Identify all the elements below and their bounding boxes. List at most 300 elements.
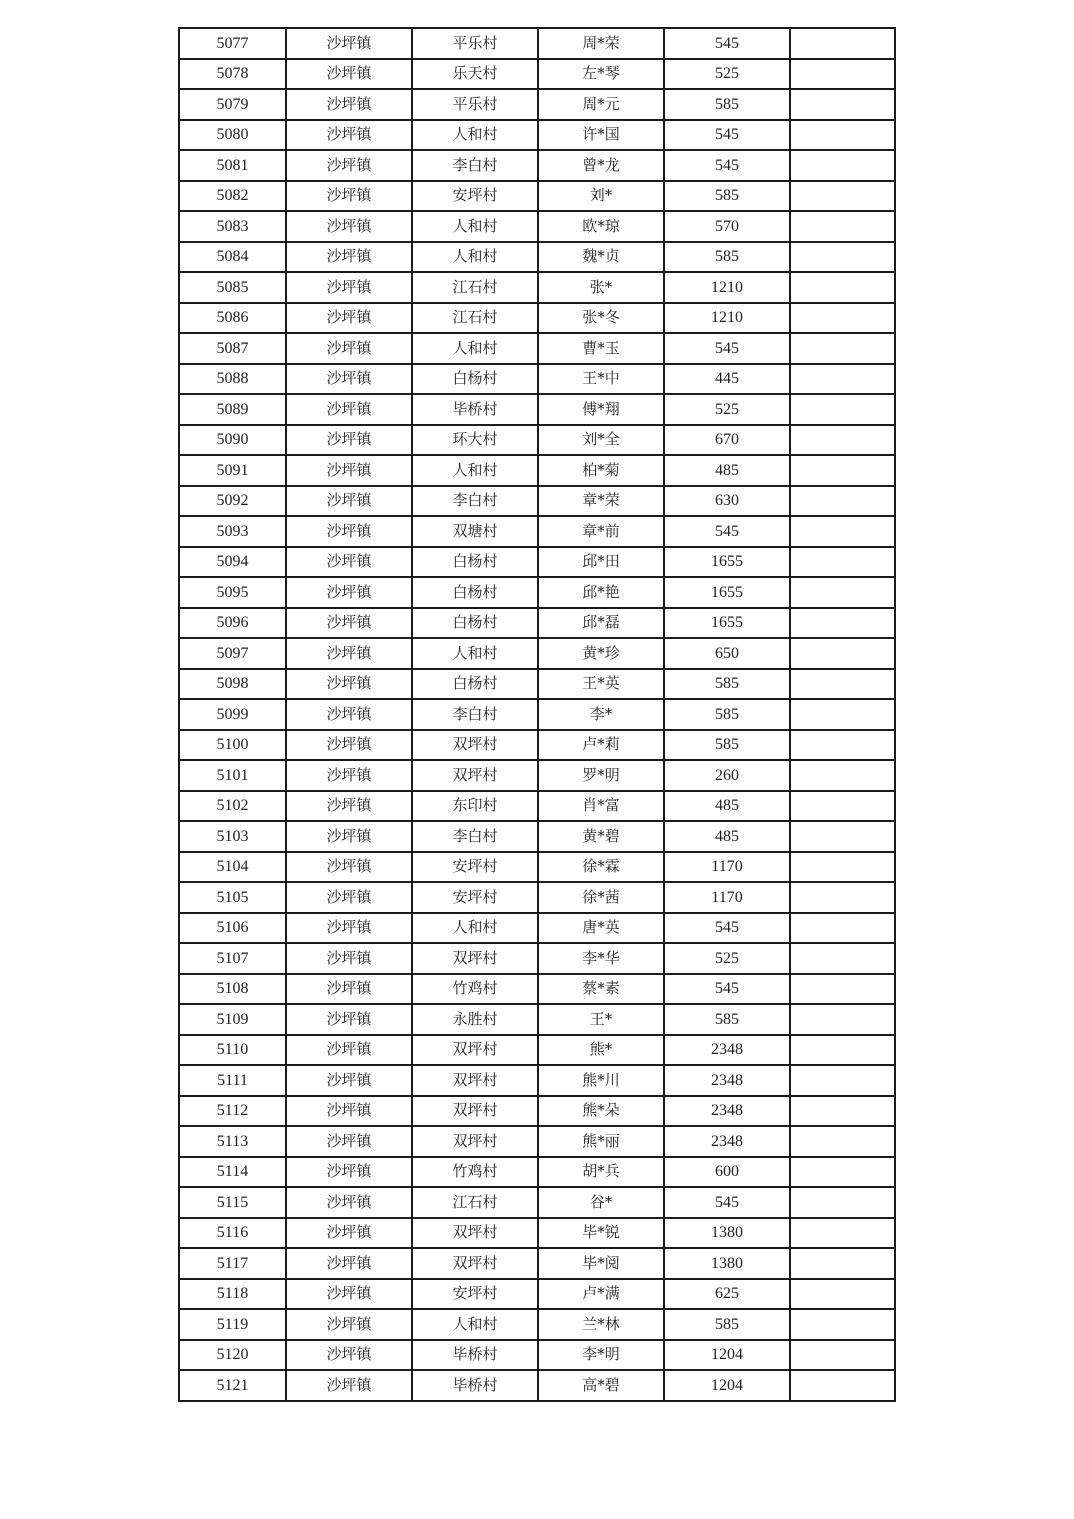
table-row (179, 730, 895, 761)
cell-person-name: 张*冬 (538, 303, 664, 334)
cell-village: 双坪村 (412, 1126, 538, 1157)
cell-village: 白杨村 (412, 577, 538, 608)
table-row (179, 913, 895, 944)
table-row (179, 364, 895, 395)
cell-town: 沙坪镇 (286, 181, 412, 212)
cell-amount: 2348 (664, 1126, 790, 1157)
cell-village: 人和村 (412, 120, 538, 151)
cell-village: 竹鸡村 (412, 974, 538, 1005)
table-row (179, 120, 895, 151)
cell-town: 沙坪镇 (286, 547, 412, 578)
table-row (179, 181, 895, 212)
cell-note (790, 272, 895, 303)
table-row (179, 1309, 895, 1340)
cell-serial-number: 5093 (179, 516, 286, 547)
cell-town: 沙坪镇 (286, 425, 412, 456)
cell-village: 白杨村 (412, 547, 538, 578)
cell-village: 李白村 (412, 821, 538, 852)
cell-village: 双坪村 (412, 1218, 538, 1249)
cell-note (790, 1035, 895, 1066)
cell-serial-number: 5112 (179, 1096, 286, 1127)
table-row (179, 59, 895, 90)
cell-serial-number: 5120 (179, 1340, 286, 1371)
cell-town: 沙坪镇 (286, 120, 412, 151)
cell-person-name: 黄*碧 (538, 821, 664, 852)
cell-village: 双坪村 (412, 1096, 538, 1127)
cell-person-name: 罗*明 (538, 760, 664, 791)
table-row (179, 211, 895, 242)
table-row (179, 821, 895, 852)
cell-person-name: 熊*丽 (538, 1126, 664, 1157)
table-row (179, 791, 895, 822)
cell-person-name: 刘*全 (538, 425, 664, 456)
cell-town: 沙坪镇 (286, 1370, 412, 1401)
cell-town: 沙坪镇 (286, 1340, 412, 1371)
cell-village: 双坪村 (412, 943, 538, 974)
cell-serial-number: 5121 (179, 1370, 286, 1401)
table-row (179, 638, 895, 669)
cell-note (790, 1126, 895, 1157)
cell-town: 沙坪镇 (286, 1248, 412, 1279)
cell-town: 沙坪镇 (286, 303, 412, 334)
cell-town: 沙坪镇 (286, 1126, 412, 1157)
table-row (179, 1187, 895, 1218)
cell-note (790, 120, 895, 151)
cell-person-name: 许*国 (538, 120, 664, 151)
cell-village: 安坪村 (412, 1279, 538, 1310)
table-row (179, 1248, 895, 1279)
cell-village: 双坪村 (412, 1248, 538, 1279)
cell-serial-number: 5110 (179, 1035, 286, 1066)
cell-person-name: 卢*莉 (538, 730, 664, 761)
cell-amount: 1655 (664, 608, 790, 639)
cell-town: 沙坪镇 (286, 486, 412, 517)
cell-serial-number: 5116 (179, 1218, 286, 1249)
cell-serial-number: 5084 (179, 242, 286, 273)
cell-person-name: 曾*龙 (538, 150, 664, 181)
cell-town: 沙坪镇 (286, 974, 412, 1005)
cell-person-name: 李*明 (538, 1340, 664, 1371)
table-row (179, 89, 895, 120)
cell-town: 沙坪镇 (286, 577, 412, 608)
cell-town: 沙坪镇 (286, 913, 412, 944)
cell-town: 沙坪镇 (286, 1004, 412, 1035)
cell-amount: 1170 (664, 882, 790, 913)
cell-amount: 545 (664, 913, 790, 944)
cell-person-name: 高*碧 (538, 1370, 664, 1401)
cell-note (790, 547, 895, 578)
cell-serial-number: 5088 (179, 364, 286, 395)
cell-serial-number: 5098 (179, 669, 286, 700)
cell-amount: 485 (664, 455, 790, 486)
cell-person-name: 兰*林 (538, 1309, 664, 1340)
cell-village: 双塘村 (412, 516, 538, 547)
cell-town: 沙坪镇 (286, 28, 412, 59)
cell-note (790, 913, 895, 944)
cell-amount: 1204 (664, 1340, 790, 1371)
cell-town: 沙坪镇 (286, 455, 412, 486)
cell-village: 平乐村 (412, 89, 538, 120)
cell-amount: 650 (664, 638, 790, 669)
cell-village: 人和村 (412, 913, 538, 944)
cell-note (790, 1157, 895, 1188)
cell-person-name: 黄*珍 (538, 638, 664, 669)
cell-town: 沙坪镇 (286, 1187, 412, 1218)
table-row (179, 242, 895, 273)
cell-amount: 630 (664, 486, 790, 517)
cell-serial-number: 5119 (179, 1309, 286, 1340)
cell-village: 安坪村 (412, 181, 538, 212)
cell-note (790, 59, 895, 90)
table-row (179, 272, 895, 303)
cell-person-name: 徐*茜 (538, 882, 664, 913)
cell-amount: 1204 (664, 1370, 790, 1401)
cell-amount: 485 (664, 791, 790, 822)
cell-village: 人和村 (412, 455, 538, 486)
cell-note (790, 242, 895, 273)
cell-village: 毕桥村 (412, 394, 538, 425)
table-row (179, 150, 895, 181)
cell-person-name: 卢*满 (538, 1279, 664, 1310)
cell-amount: 1655 (664, 547, 790, 578)
cell-serial-number: 5092 (179, 486, 286, 517)
cell-amount: 545 (664, 1187, 790, 1218)
cell-town: 沙坪镇 (286, 1096, 412, 1127)
cell-amount: 445 (664, 364, 790, 395)
cell-amount: 670 (664, 425, 790, 456)
table-row (179, 577, 895, 608)
cell-note (790, 669, 895, 700)
cell-person-name: 傅*翔 (538, 394, 664, 425)
cell-note (790, 486, 895, 517)
cell-village: 双坪村 (412, 1035, 538, 1066)
cell-serial-number: 5108 (179, 974, 286, 1005)
cell-note (790, 1340, 895, 1371)
cell-amount: 2348 (664, 1096, 790, 1127)
cell-amount: 525 (664, 943, 790, 974)
cell-town: 沙坪镇 (286, 150, 412, 181)
cell-town: 沙坪镇 (286, 699, 412, 730)
cell-village: 李白村 (412, 150, 538, 181)
cell-amount: 1380 (664, 1218, 790, 1249)
cell-town: 沙坪镇 (286, 791, 412, 822)
cell-village: 人和村 (412, 333, 538, 364)
cell-amount: 1380 (664, 1248, 790, 1279)
cell-amount: 600 (664, 1157, 790, 1188)
table-row (179, 394, 895, 425)
cell-amount: 585 (664, 699, 790, 730)
cell-person-name: 邱*艳 (538, 577, 664, 608)
table-row (179, 333, 895, 364)
cell-person-name: 李* (538, 699, 664, 730)
cell-town: 沙坪镇 (286, 242, 412, 273)
cell-person-name: 曹*玉 (538, 333, 664, 364)
cell-note (790, 1279, 895, 1310)
cell-town: 沙坪镇 (286, 516, 412, 547)
cell-note (790, 1004, 895, 1035)
cell-serial-number: 5103 (179, 821, 286, 852)
roster-table (178, 27, 896, 1402)
cell-amount: 1655 (664, 577, 790, 608)
table-row (179, 608, 895, 639)
cell-town: 沙坪镇 (286, 211, 412, 242)
cell-amount: 585 (664, 1004, 790, 1035)
table-row (179, 882, 895, 913)
cell-amount: 525 (664, 59, 790, 90)
cell-serial-number: 5111 (179, 1065, 286, 1096)
cell-amount: 545 (664, 516, 790, 547)
cell-serial-number: 5114 (179, 1157, 286, 1188)
cell-note (790, 943, 895, 974)
cell-person-name: 徐*霖 (538, 852, 664, 883)
cell-serial-number: 5109 (179, 1004, 286, 1035)
table-row (179, 1370, 895, 1401)
cell-person-name: 肖*富 (538, 791, 664, 822)
cell-town: 沙坪镇 (286, 1279, 412, 1310)
cell-amount: 545 (664, 333, 790, 364)
cell-note (790, 303, 895, 334)
cell-serial-number: 5082 (179, 181, 286, 212)
cell-village: 李白村 (412, 699, 538, 730)
cell-amount: 1170 (664, 852, 790, 883)
cell-village: 永胜村 (412, 1004, 538, 1035)
cell-serial-number: 5106 (179, 913, 286, 944)
cell-amount: 585 (664, 242, 790, 273)
cell-serial-number: 5083 (179, 211, 286, 242)
cell-note (790, 28, 895, 59)
cell-town: 沙坪镇 (286, 1035, 412, 1066)
cell-town: 沙坪镇 (286, 608, 412, 639)
cell-person-name: 章*荣 (538, 486, 664, 517)
table-row (179, 303, 895, 334)
cell-note (790, 852, 895, 883)
cell-town: 沙坪镇 (286, 638, 412, 669)
cell-village: 白杨村 (412, 364, 538, 395)
cell-person-name: 王*英 (538, 669, 664, 700)
cell-village: 人和村 (412, 1309, 538, 1340)
cell-town: 沙坪镇 (286, 821, 412, 852)
cell-amount: 485 (664, 821, 790, 852)
cell-note (790, 425, 895, 456)
cell-note (790, 1218, 895, 1249)
cell-village: 人和村 (412, 211, 538, 242)
cell-town: 沙坪镇 (286, 669, 412, 700)
cell-amount: 585 (664, 181, 790, 212)
cell-serial-number: 5089 (179, 394, 286, 425)
cell-note (790, 974, 895, 1005)
cell-amount: 2348 (664, 1065, 790, 1096)
table-row (179, 760, 895, 791)
cell-amount: 1210 (664, 272, 790, 303)
cell-village: 平乐村 (412, 28, 538, 59)
table-row (179, 1096, 895, 1127)
cell-village: 白杨村 (412, 608, 538, 639)
cell-serial-number: 5080 (179, 120, 286, 151)
cell-village: 李白村 (412, 486, 538, 517)
cell-person-name: 熊*朵 (538, 1096, 664, 1127)
table-row (179, 1218, 895, 1249)
cell-town: 沙坪镇 (286, 1157, 412, 1188)
cell-person-name: 周*荣 (538, 28, 664, 59)
cell-serial-number: 5118 (179, 1279, 286, 1310)
table-row (179, 1035, 895, 1066)
cell-village: 人和村 (412, 638, 538, 669)
cell-note (790, 364, 895, 395)
cell-town: 沙坪镇 (286, 272, 412, 303)
cell-town: 沙坪镇 (286, 1065, 412, 1096)
cell-note (790, 699, 895, 730)
cell-amount: 260 (664, 760, 790, 791)
cell-serial-number: 5100 (179, 730, 286, 761)
cell-town: 沙坪镇 (286, 333, 412, 364)
cell-village: 环大村 (412, 425, 538, 456)
cell-note (790, 1370, 895, 1401)
table-row (179, 1340, 895, 1371)
cell-person-name: 欧*琼 (538, 211, 664, 242)
cell-village: 毕桥村 (412, 1340, 538, 1371)
roster-table-body (179, 28, 895, 1401)
table-row (179, 852, 895, 883)
cell-note (790, 150, 895, 181)
cell-serial-number: 5101 (179, 760, 286, 791)
cell-serial-number: 5087 (179, 333, 286, 364)
cell-village: 人和村 (412, 242, 538, 273)
cell-note (790, 394, 895, 425)
cell-person-name: 左*琴 (538, 59, 664, 90)
table-row (179, 974, 895, 1005)
cell-person-name: 毕*阅 (538, 1248, 664, 1279)
cell-serial-number: 5097 (179, 638, 286, 669)
cell-amount: 570 (664, 211, 790, 242)
cell-serial-number: 5091 (179, 455, 286, 486)
cell-amount: 585 (664, 89, 790, 120)
cell-person-name: 熊* (538, 1035, 664, 1066)
cell-serial-number: 5113 (179, 1126, 286, 1157)
cell-amount: 585 (664, 730, 790, 761)
cell-person-name: 蔡*素 (538, 974, 664, 1005)
cell-person-name: 毕*锐 (538, 1218, 664, 1249)
cell-note (790, 1187, 895, 1218)
table-row (179, 516, 895, 547)
table-row (179, 486, 895, 517)
cell-serial-number: 5095 (179, 577, 286, 608)
cell-town: 沙坪镇 (286, 943, 412, 974)
cell-note (790, 1065, 895, 1096)
cell-note (790, 791, 895, 822)
cell-village: 双坪村 (412, 760, 538, 791)
cell-person-name: 魏*贞 (538, 242, 664, 273)
cell-village: 白杨村 (412, 669, 538, 700)
table-row (179, 669, 895, 700)
cell-serial-number: 5105 (179, 882, 286, 913)
cell-amount: 1210 (664, 303, 790, 334)
cell-amount: 625 (664, 1279, 790, 1310)
cell-town: 沙坪镇 (286, 852, 412, 883)
cell-serial-number: 5081 (179, 150, 286, 181)
table-row (179, 547, 895, 578)
cell-amount: 585 (664, 669, 790, 700)
table-row (179, 1065, 895, 1096)
cell-person-name: 柏*菊 (538, 455, 664, 486)
cell-village: 江石村 (412, 1187, 538, 1218)
cell-village: 竹鸡村 (412, 1157, 538, 1188)
cell-serial-number: 5102 (179, 791, 286, 822)
cell-person-name: 胡*兵 (538, 1157, 664, 1188)
cell-note (790, 760, 895, 791)
cell-town: 沙坪镇 (286, 760, 412, 791)
cell-serial-number: 5104 (179, 852, 286, 883)
cell-note (790, 1096, 895, 1127)
cell-note (790, 577, 895, 608)
cell-amount: 585 (664, 1309, 790, 1340)
cell-town: 沙坪镇 (286, 1218, 412, 1249)
cell-person-name: 唐*英 (538, 913, 664, 944)
cell-note (790, 333, 895, 364)
cell-amount: 545 (664, 120, 790, 151)
cell-serial-number: 5078 (179, 59, 286, 90)
cell-town: 沙坪镇 (286, 364, 412, 395)
cell-person-name: 刘* (538, 181, 664, 212)
cell-serial-number: 5094 (179, 547, 286, 578)
cell-village: 江石村 (412, 272, 538, 303)
cell-serial-number: 5107 (179, 943, 286, 974)
cell-serial-number: 5085 (179, 272, 286, 303)
cell-amount: 545 (664, 974, 790, 1005)
cell-person-name: 章*前 (538, 516, 664, 547)
cell-village: 乐天村 (412, 59, 538, 90)
cell-person-name: 邱*田 (538, 547, 664, 578)
cell-note (790, 1248, 895, 1279)
cell-note (790, 516, 895, 547)
cell-amount: 545 (664, 28, 790, 59)
cell-town: 沙坪镇 (286, 394, 412, 425)
cell-person-name: 李*华 (538, 943, 664, 974)
cell-person-name: 谷* (538, 1187, 664, 1218)
table-row (179, 425, 895, 456)
cell-amount: 2348 (664, 1035, 790, 1066)
cell-serial-number: 5099 (179, 699, 286, 730)
table-row (179, 1279, 895, 1310)
cell-note (790, 455, 895, 486)
cell-person-name: 王*中 (538, 364, 664, 395)
table-row (179, 1157, 895, 1188)
cell-note (790, 882, 895, 913)
cell-note (790, 89, 895, 120)
cell-amount: 525 (664, 394, 790, 425)
cell-village: 东印村 (412, 791, 538, 822)
cell-serial-number: 5090 (179, 425, 286, 456)
cell-village: 毕桥村 (412, 1370, 538, 1401)
cell-note (790, 608, 895, 639)
table-row (179, 1126, 895, 1157)
cell-serial-number: 5086 (179, 303, 286, 334)
cell-note (790, 730, 895, 761)
cell-village: 安坪村 (412, 882, 538, 913)
table-row (179, 1004, 895, 1035)
cell-note (790, 638, 895, 669)
cell-amount: 545 (664, 150, 790, 181)
table-row (179, 699, 895, 730)
cell-note (790, 1309, 895, 1340)
cell-serial-number: 5117 (179, 1248, 286, 1279)
cell-person-name: 邱*磊 (538, 608, 664, 639)
cell-person-name: 熊*川 (538, 1065, 664, 1096)
cell-town: 沙坪镇 (286, 59, 412, 90)
table-row (179, 28, 895, 59)
cell-serial-number: 5077 (179, 28, 286, 59)
cell-person-name: 张* (538, 272, 664, 303)
table-row (179, 943, 895, 974)
